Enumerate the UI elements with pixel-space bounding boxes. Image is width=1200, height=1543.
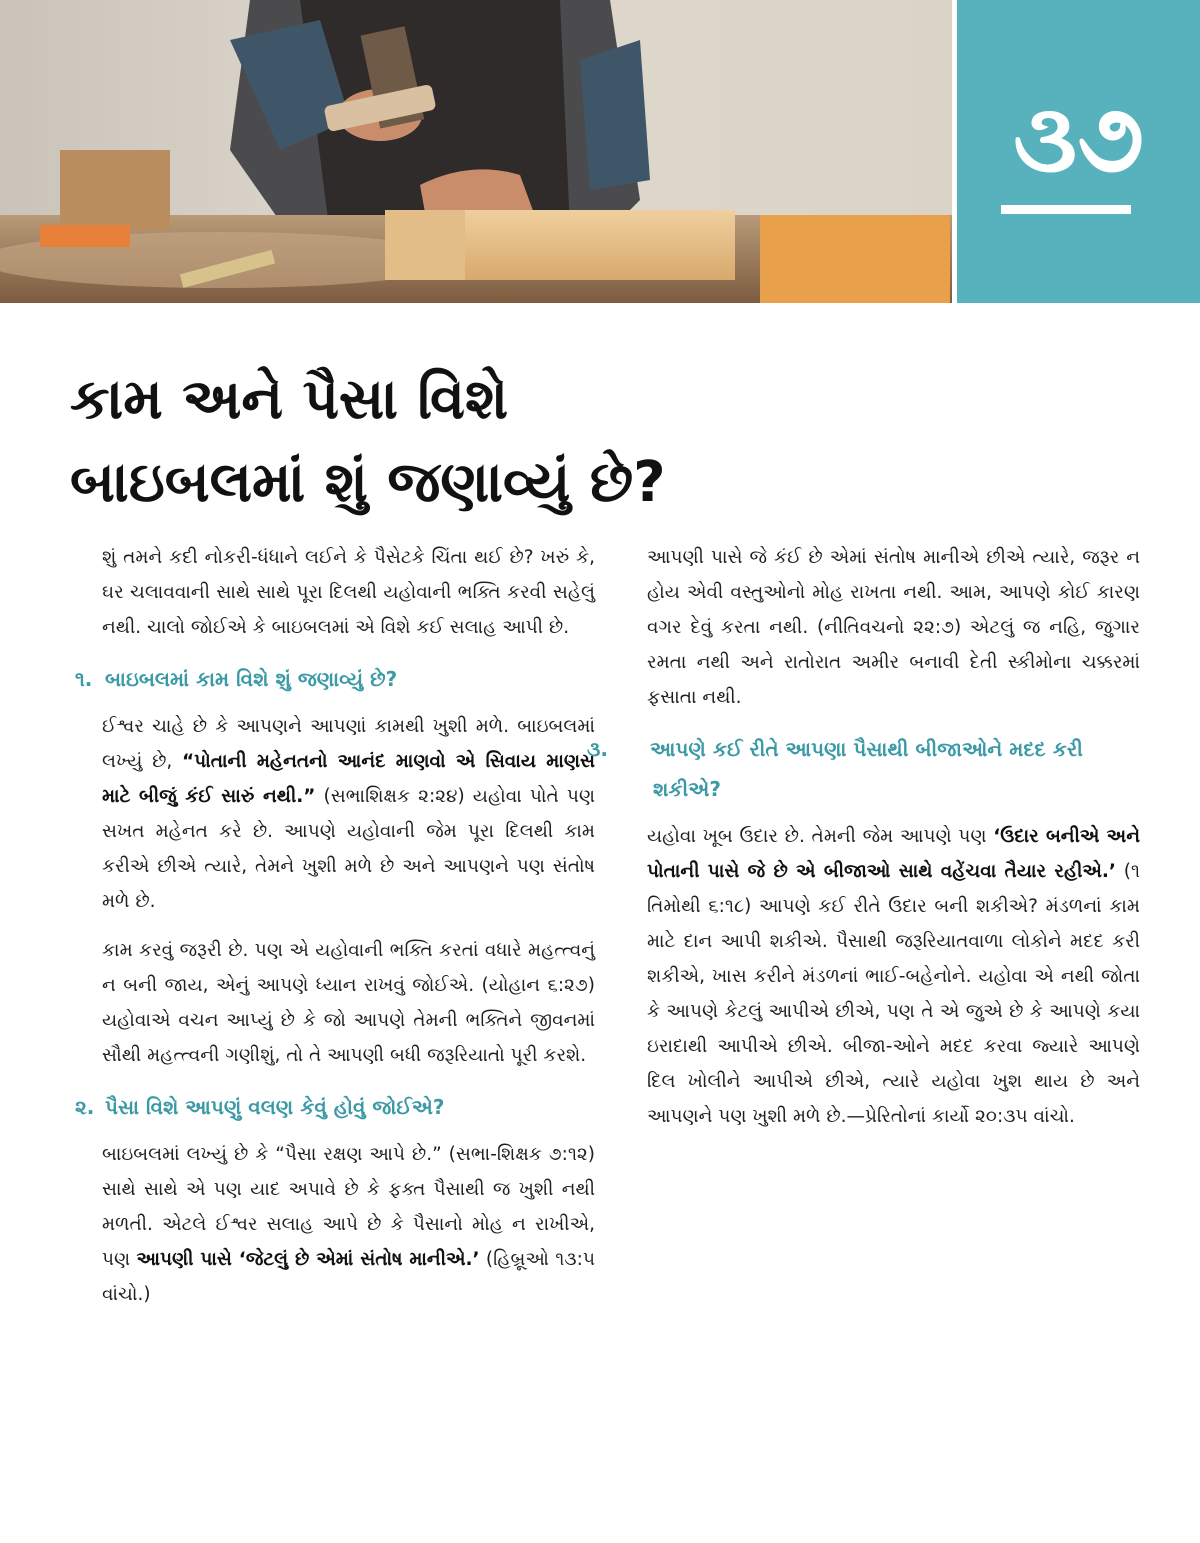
- lesson-number: ૩૭: [1013, 82, 1144, 194]
- title-line-2: બાઇબલમાં શું જણાવ્યું છે?: [70, 450, 666, 515]
- title-line-1: કામ અને પૈસા વિશે: [70, 367, 509, 432]
- left-column: [75, 540, 595, 1326]
- section-1-paragraph-1: [75, 709, 595, 919]
- right-column: [587, 540, 1140, 1148]
- header-photo: [0, 0, 952, 303]
- section-2-heading: [75, 1087, 595, 1127]
- section-2-paragraph-1: [75, 1137, 595, 1312]
- section-2-p1-text-a: બાઇબલમાં લખ્યું છે કે “પૈસા રક્ષણ આપે છે.” (સભા-શિક્ષક ૭:૧૨) સાથે સાથે એ પણ યાદ અપાવે છે કે ફક્ત પૈસાથી જ ખુશી નથી મળતી. એટલે ઈશ્વર સલાહ આપે છે કે પૈસાનો મોહ ન રાખીએ, પણ: [102, 1144, 595, 1270]
- section-1-p1-quote: “પોતાની મહેનતનો આનંદ માણવો એ સિવાય માણસ માટે બીજું કંઈ સારું નથી.”: [102, 751, 595, 807]
- section-1-heading: [75, 659, 595, 699]
- section-2-number: ૨.: [75, 1095, 95, 1119]
- section-1-number: ૧.: [75, 667, 93, 691]
- section-2-paragraph-2: આપણી પાસે જે કંઈ છે એમાં સંતોષ માનીએ છીએ ત્યારે, જરૂર ન હોય એવી વસ્તુઓનો મોહ રાખતા નથી. આમ, આપણે કોઈ કારણ વગર દેવું કરતા નથી. (નીતિવચનો ૨૨:૭) એટલું જ નહિ, જુગાર રમતા નથી અને રાતોરાત અમીર બનાવી દેતી સ્કીમોના ચક્કરમાં ફસાતા નથી.: [647, 547, 1140, 708]
- page-title: [70, 358, 1130, 524]
- badge-underline: [1001, 205, 1131, 214]
- section-2-p1-text-b: (હિબ્રૂઓ ૧૩:૫ વાંચો.): [102, 1249, 595, 1305]
- section-1-p1-text-a: ઈશ્વર ચાહે છે કે આપણને આપણાં કામથી ખુશી મળે. બાઇબલમાં લખ્યું છે,: [102, 716, 595, 772]
- section-1-heading-text: બાઇબલમાં કામ વિશે શું જણાવ્યું છે?: [105, 667, 398, 691]
- section-3-number: ૩.: [587, 737, 608, 761]
- section-1-p1-text-b: (સભાશિક્ષક ૨:૨૪) યહોવા પોતે પણ સખત મહેનત કરે છે. આપણે યહોવાની જેમ પૂરા દિલથી કામ કરીએ છીએ ત્યારે, તેમને ખુશી મળે છે અને આપણને પણ સંતોષ મળે છે.: [102, 786, 595, 912]
- lesson-badge: [957, 0, 1200, 303]
- section-1-paragraph-2: કામ કરવું જરૂરી છે. પણ એ યહોવાની ભક્તિ કરતાં વધારે મહત્ત્વનું ન બની જાય, એનું આપણે ધ્યાન રાખવું જોઈએ. (યોહાન ૬:૨૭) યહોવાએ વચન આપ્યું છે કે જો આપણે તેમની ભક્તિને જીવનમાં સૌથી મહત્ત્વની ગણીશું, તો તે આપણી બધી જરૂરિયાતો પૂરી કરશે.: [102, 940, 595, 1066]
- section-2-p1-quote: આપણી પાસે ‘જેટલું છે એમાં સંતોષ માનીએ.’: [136, 1249, 480, 1270]
- section-3-paragraph-1: [620, 819, 1140, 1134]
- intro-paragraph: શું તમને કદી નોકરી-ધંધાને લઈને કે પૈસેટકે ચિંતા થઈ છે? ખરું કે, ઘર ચલાવવાની સાથે સાથે પૂરા દિલથી યહોવાની ભક્તિ કરવી સહેલું નથી. ચાલો જોઈએ કે બાઇબલમાં એ વિશે કઈ સલાહ આપી છે.: [102, 547, 595, 638]
- section-3-p1-text-b: (૧ તિમોથી ૬:૧૮) આપણે કઈ રીતે ઉદાર બની શકીએ? મંડળનાં કામ માટે દાન આપી શકીએ. પૈસાથી જરૂરિયાતવાળા લોકોને મદદ કરી શકીએ, ખાસ કરીને મંડળનાં ભાઈ-બહેનોને. યહોવા એ નથી જોતા કે આપણે કેટલું આપીએ છીએ, પણ તે એ જુએ છે કે આપણે કયા ઇરાદાથી આપીએ છીએ. બીજા-ઓને મદદ કરવા જ્યારે આપણે દિલ ખોલીને આપીએ છીએ, ત્યારે યહોવા ખુશ થાય છે અને આપણને પણ ખુશી મળે છે.—પ્રેરિતોનાં કાર્યો ૨૦:૩૫ વાંચો.: [647, 861, 1140, 1127]
- section-2-heading-text: પૈસા વિશે આપણું વલણ કેવું હોવું જોઈએ?: [105, 1095, 445, 1119]
- section-3-heading-text: આપણે કઈ રીતે આપણા પૈસાથી બીજાઓને મદદ કરી શકીએ?: [650, 737, 1083, 801]
- carpenter-illustration: [0, 0, 952, 303]
- section-3-p1-text-a: યહોવા ખૂબ ઉદાર છે. તેમની જેમ આપણે પણ: [647, 826, 994, 847]
- section-3-heading: [587, 729, 1140, 809]
- section-3-p1-quote: ‘ઉદાર બનીએ અને પોતાની પાસે જે છે એ બીજાઓ સાથે વહેંચવા તૈયાર રહીએ.’: [647, 826, 1140, 882]
